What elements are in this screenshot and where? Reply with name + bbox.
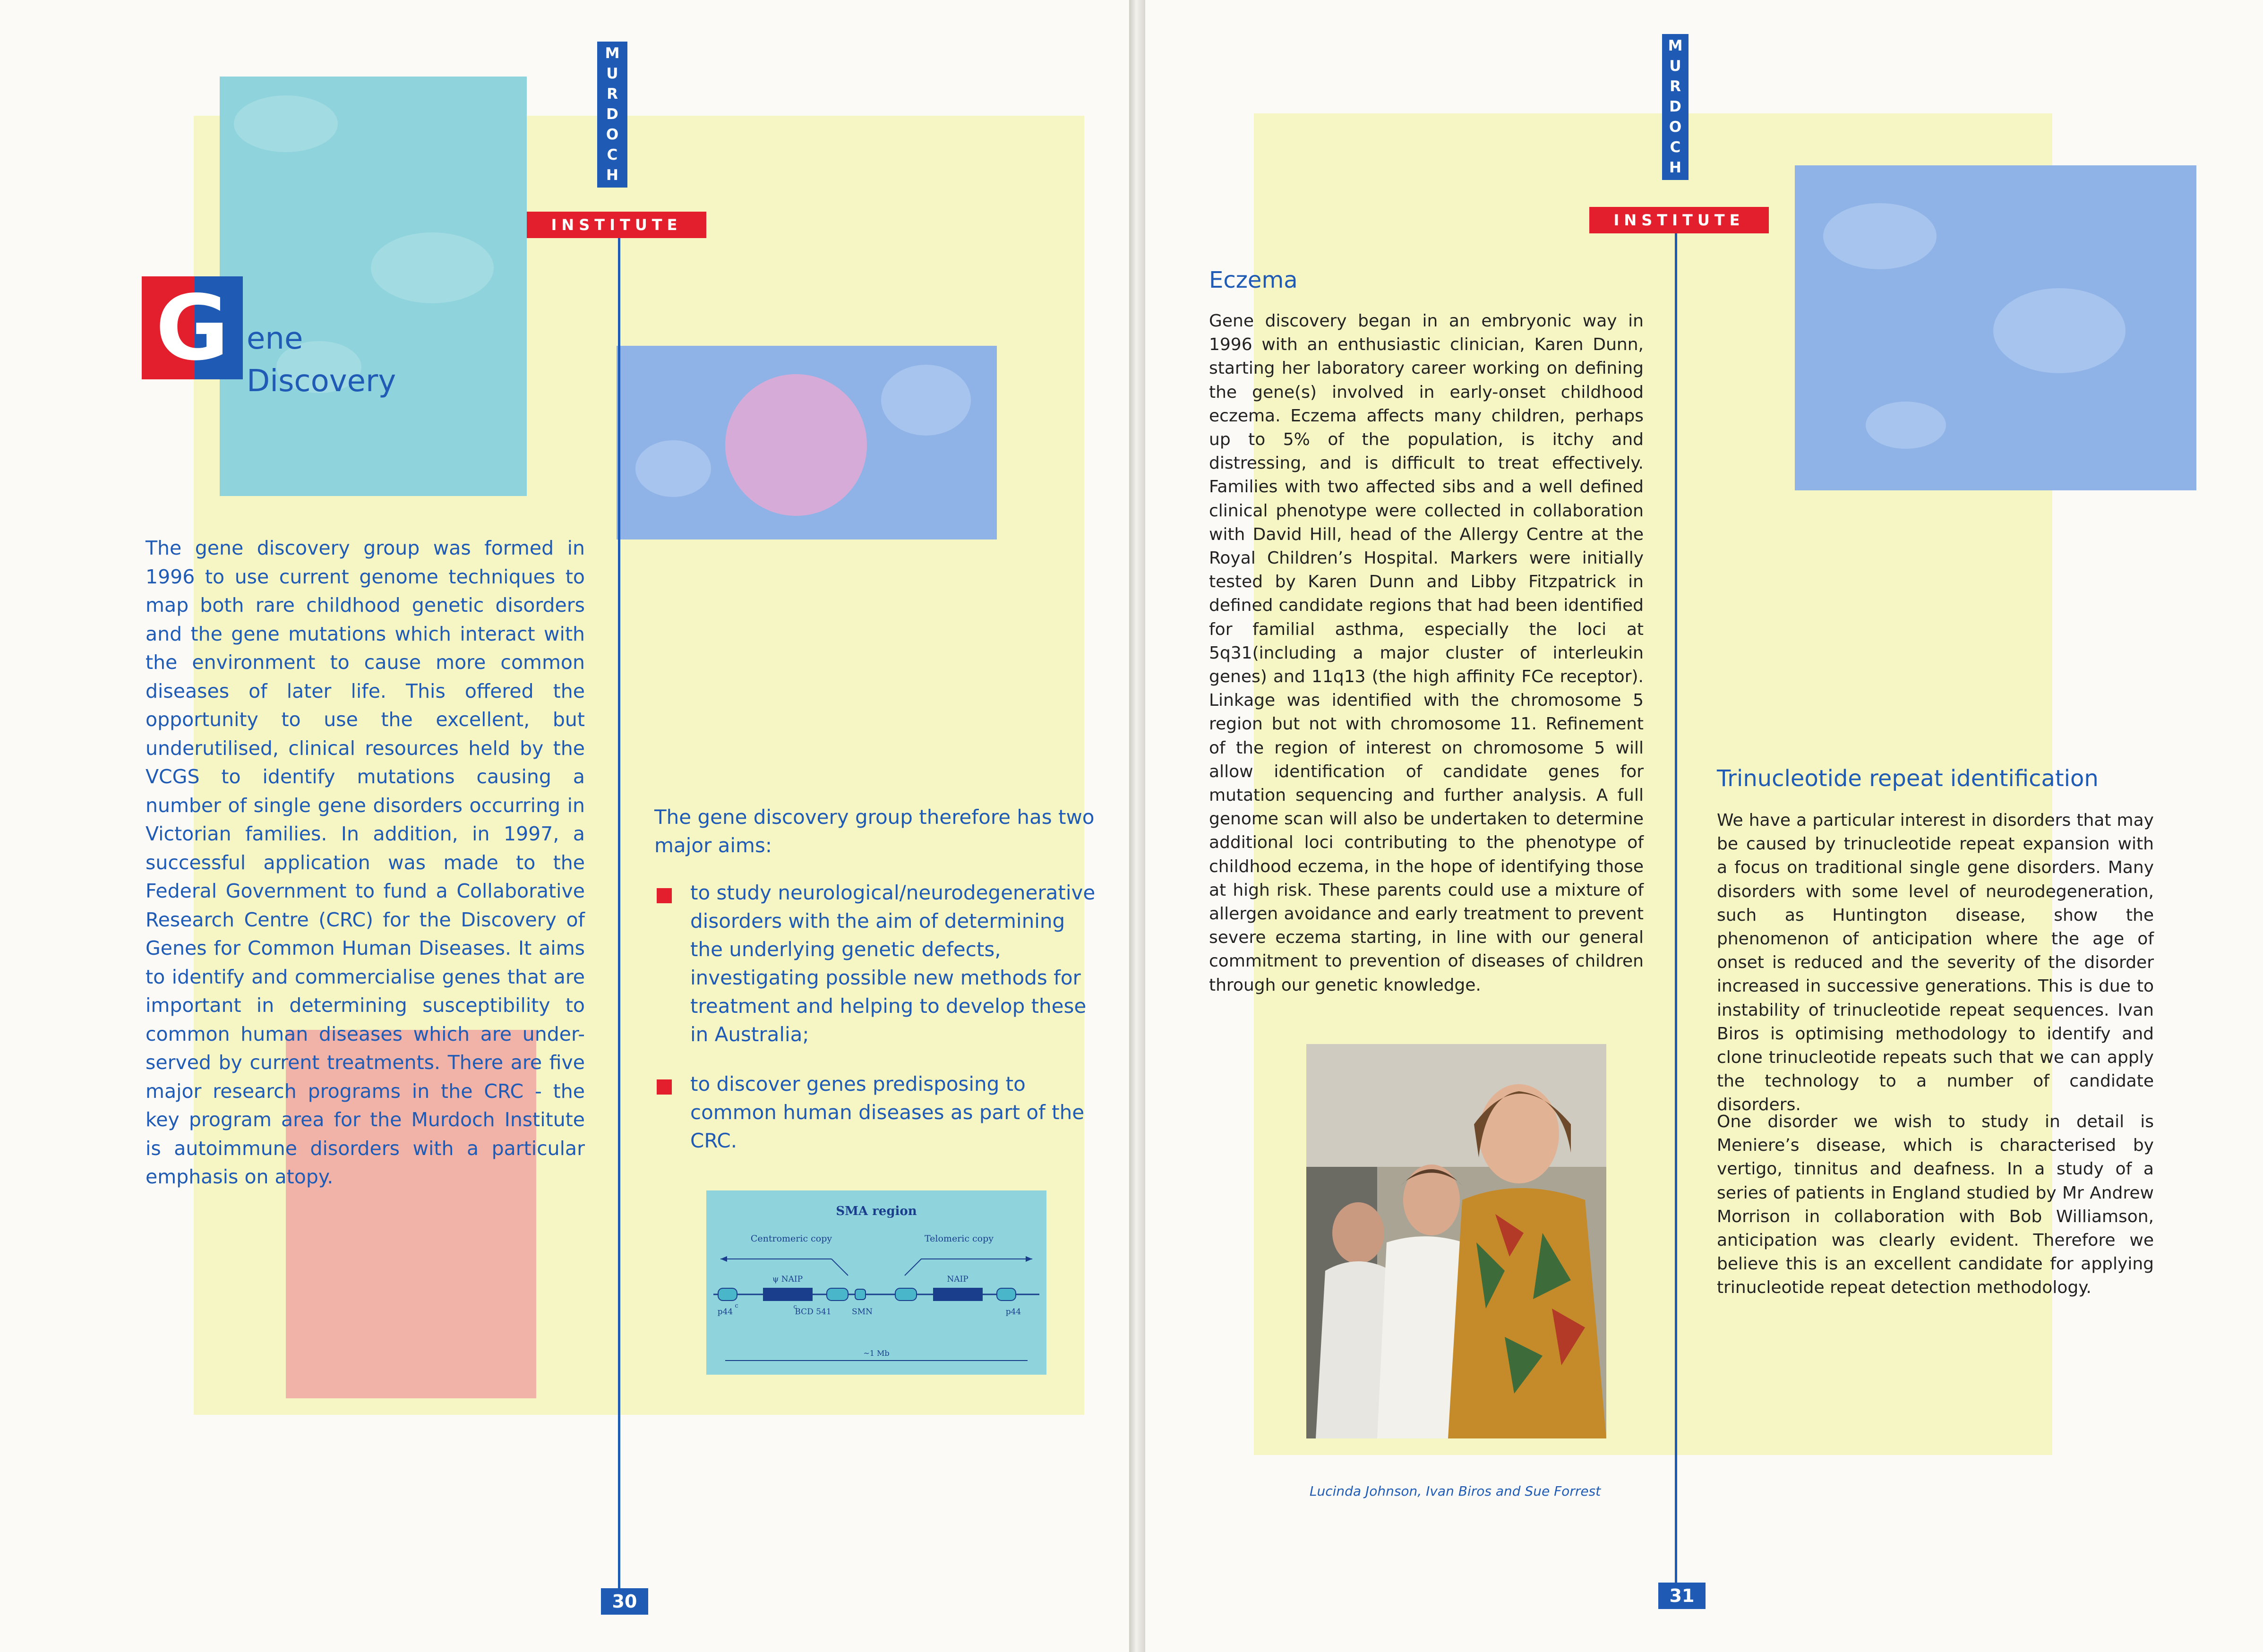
page-title: ene — [247, 321, 303, 356]
bcd-superscript: c — [793, 1303, 797, 1310]
bullet-square — [657, 1079, 672, 1095]
institute-rule — [618, 236, 620, 1597]
sma-region-diagram — [706, 1190, 1046, 1375]
aim-item: to discover genes predisposing to common human diseases as part of the CRC. — [654, 1070, 1098, 1155]
naip-left-label: ψ NAIP — [772, 1275, 803, 1284]
murdoch-logo-vertical: M U R D O C H — [1662, 34, 1689, 180]
murdoch-logo-vertical: M U R D O C H — [597, 42, 627, 188]
p44-left-label: p44 — [717, 1307, 733, 1317]
institute-logo-bar: INSTITUTE — [527, 212, 706, 238]
p44-right-label: p44 — [1005, 1307, 1021, 1317]
telomeric-label: Telomeric copy — [924, 1233, 994, 1244]
naip-right-label: NAIP — [947, 1275, 969, 1284]
micrograph-image — [617, 346, 997, 539]
institute-rule — [1675, 231, 1677, 1587]
smn-label: SMN — [852, 1307, 873, 1317]
trinucleotide-paragraph: We have a particular interest in disorders that may be caused by trinucleotide repeat expansion with a focus on traditional single gene disorders. Many disorders with some level of neurodegeneration, such as Huntington disease, show the phenomenon of anticipation where the age of onset is reduced and the severity of the disorder increased in successive generations. This is due to instability of trinucleotide repeat sequences. Ivan Biros is optimising methodology to identify and clone trinucleotide repeats such that we can apply the technology to a number of candidate disorders. — [1717, 811, 2154, 1115]
blue-image-block — [1795, 165, 2196, 490]
photo-caption: Lucinda Johnson, Ivan Biros and Sue Forrest — [1309, 1483, 1601, 1499]
bullet-square — [657, 888, 672, 903]
lab-staff-photo — [1306, 1044, 1606, 1438]
bcd-label: BCD 541 — [795, 1307, 831, 1317]
meniere-paragraph: One disorder we wish to study in detail is Meniere’s disease, which is characterised by vertigo, tinnitus and deafness. In a study of a series of patients in England studied by Mr Andrew Morrison in collaboration with Bob Williamson, anticipation was clearly evident. Therefore we believe this is an excellent candidate for applying trinucleotide repeat detection methodology. — [1717, 1112, 2154, 1298]
title-initial: G — [155, 276, 229, 380]
page-number: 31 — [1658, 1583, 1706, 1609]
trinucleotide-heading: Trinucleotide repeat identification — [1717, 765, 2099, 792]
aim-item: to study neurological/neurodegenerative disorders with the aim of determining the underlying genetic defects, investigating possible new methods for treatment and helping to develop these in Australia; — [654, 879, 1098, 1049]
book-gutter — [1129, 0, 1145, 1652]
page-title-line2: Discovery — [247, 364, 396, 399]
institute-logo-bar: INSTITUTE — [1589, 207, 1769, 233]
sma-title: SMA region — [836, 1204, 917, 1218]
centromeric-label: Centromeric copy — [750, 1233, 832, 1244]
eczema-paragraph: Gene discovery began in an embryonic way in 1996 with an enthusiastic clinician, Karen Dunn, starting her laboratory career working on defining the gene(s) involved in early-onset childhood eczema. Eczema affects many children, perhaps up to 5% of the population, is itchy and distressing, and is difficult to treat effectively. Families with two affected sibs and a well defined clinical phenotype were collected in collaboration with David Hill, head of the Allergy Centre at the Royal Children’s Hospital. Markers were initially tested by Karen Dunn and Libby Fitzpatrick in defined candidate regions that had been identified for familial asthma, especially the loci at 5q31(including a major cluster of interleukin genes) and 11q13 (the high affinity FCe receptor). Linkage was identified with the chromosome 5 region but not with chromosome 11. Refinement of the region of interest on chromosome 5 will allow identification of candidate genes for mutation sequencing and further analysis. A full genome scan will also be undertaken to determine additional loci contributing to the phenotype of childhood eczema, in the hope of identifying those at high risk. These parents could use a mixture of allergen avoidance and early treatment to prevent severe eczema starting, in line with our general commitment to prevention of diseases of children through our genetic knowledge. — [1209, 311, 1644, 995]
aims-intro: The gene discovery group therefore has two major aims: — [654, 805, 1095, 857]
p44-left-superscript: c — [735, 1302, 738, 1310]
intro-paragraph: The gene discovery group was formed in 1996 to use current genome techniques to map both rare childhood genetic disorders and the gene mutations which interact with the environment to cause more common diseases of later life. This offered the opportunity to use the excellent, but underutilised, clinical resources held by the VCGS to identify mutations causing a number of single gene disorders occurring in Victorian families. In addition, in 1997, a successful application was made to the Federal Government to fund a Collaborative Research Centre (CRC) for the Discovery of Genes for Common Human Diseases. It aims to identify and commercialise genes that are important in determining susceptibility to common human diseases which are under-served by current treatments. There are five major research programs in the CRC - the key program area for the Murdoch Institute is autoimmune disorders with a particular emphasis on atopy. — [146, 537, 585, 1188]
left-page — [0, 0, 1129, 1652]
cyan-image-block — [220, 77, 527, 496]
page-number: 30 — [601, 1588, 648, 1615]
eczema-heading: Eczema — [1209, 267, 1298, 293]
scale-label: ~1 Mb — [863, 1349, 890, 1358]
